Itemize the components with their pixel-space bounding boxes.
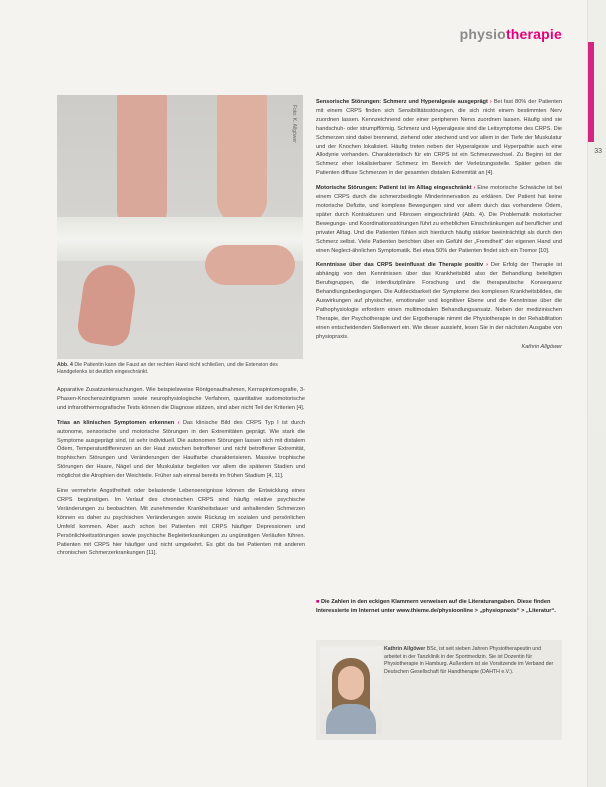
photo-right-arm	[217, 95, 267, 225]
portrait-face	[338, 666, 364, 700]
paragraph-text: Eine motorische Schwäche ist bei einem CRPS durch die schmerzbedingte Minderinnervation zu erklären. Der Patient hat keine motorische Defizite, und komplexe Bewegungen sind vor allem durch das vorhandene Ödem, später durch Kontrakturen und Fibrosen eingeschränkt (Abb. 4). Die Problematik motorischer Bewegungs- und Koordinationsstörungen führt zu erheblichen Einschränkungen auf beruflicher und privater Alltag. Und die Patienten fühlen sich hierdurch häufig stärker beeinträchtigt als durch den Schmerz selbst. Viele Patienten berichten über ein Gefühl der „Fremdheit“ der eigenen Hand und einen Neglect-ähnlichen Symptomatik. Bei etwa 50% der Patienten findet sich ein Tremor [10].	[316, 185, 562, 254]
paragraph: Eine vermehrte Angstfreiheit oder belastende Lebensereignisse können die Entwicklung eines CRPS begünstigen. Im Verlauf des chronischen CRPS sind häufig relative psychische Veränderungen zu beobachten. Mit zunehmender Krankheitsdauer und anhaltenden Schmerzen können es daher zu psychischen Veränderungen sowie Rückzug im sozialen und persönlichen Umfeld kommen. Aber auch schon bei Patienten mit CRPS häufiger Depressionen und Persönlichkeitsstörungen sowie psychische Begleiterkrankungen zu ungünstigen Verläufen führen. Patienten mit CRPS hier häufiger und nicht umgekehrt. Es gibt da bei Patienten mit anderen chronischen Schmerzerkrankungen [11].	[57, 488, 305, 557]
author-bio	[384, 646, 556, 676]
author-bio-text: BSc, ist seit sieben Jahren Physiotherapeutin und arbeitet in der Tanzklinik in der Sportmedizin. Sie ist Dozentin für Physiotherapie in Hamburg. Außerdem ist sie Vorsitzende im Verband der Deutschen Gesellschaft für Handtherapie (DAHTH e.V.).	[384, 646, 554, 675]
right-column	[316, 98, 562, 357]
section-heading: Trias an klinischen Symptomen erkennen	[57, 419, 175, 426]
left-column	[57, 386, 305, 564]
photo-right-hand	[205, 245, 295, 285]
page-edge-accent	[588, 42, 594, 142]
header-logo	[460, 26, 562, 42]
section-heading: Kenntnisse über das CRPS beeinflusst die Therapie positiv	[316, 262, 484, 269]
page-number: 33	[594, 148, 602, 155]
author-name: Kathrin Allgöwer	[384, 646, 426, 652]
author-box	[316, 640, 562, 740]
arrow-icon: ›	[489, 99, 492, 105]
portrait-body	[326, 704, 376, 734]
section-heading: Motorische Störungen: Patient ist im Alltag eingeschränkt	[316, 185, 472, 192]
info-bullet-icon: ■	[316, 599, 320, 605]
logo-part-therapie: therapie	[505, 26, 562, 42]
literature-note-text: Die Zahlen in den eckigen Klammern verweisen auf die Literaturangaben. Diese finden Interessierte im Internet unter www.thieme.de/physioonline > „physiopraxis“ > „Literatur“.	[316, 599, 556, 614]
author-portrait	[320, 646, 382, 734]
caption-text: Die Patientin kann die Faust an der rechten Hand nicht schließen, und die Extension des Handgelenks ist deutlich eingeschränkt.	[57, 362, 278, 375]
figure-photo	[57, 95, 303, 359]
paragraph: Apparative Zusatzuntersuchungen. Wie beispielsweise Röntgenaufnahmen, Kernspintomografie, 3-Phasen-Knochenszintigramm sowie neurophysiologische Verfahren, quantitative sudomotorische und infrarotthermografische Tests können die Diagnose stützen, sind aber nicht Teil der Kriterien [4].	[57, 387, 305, 411]
logo-part-physio: physio	[459, 26, 506, 42]
paragraph-with-heading	[57, 419, 305, 481]
arrow-icon: ›	[473, 185, 476, 192]
section-heading: Sensorische Störungen: Schmerz und Hyperalgesie ausgeprägt	[316, 99, 488, 105]
paragraph-with-heading	[316, 184, 562, 255]
caption-label: Abb. 4	[57, 362, 73, 368]
paragraph-with-heading	[316, 98, 562, 178]
photo-credit: Foto: K. Allgöwer	[291, 105, 297, 143]
author-signature: Kathrin Allgöwer	[521, 343, 562, 350]
paragraph-text: Das klinische Bild des CRPS Typ I ist durch autonome, sensorische und motorische Störungen in den Extremitäten geprägt. Wie stark die Symptome ausgeprägt sind, ist sehr individuell. Die autonomen Störungen lassen sich mit distalem Ödem, Temperaturdifferenzen an der Haut zwischen betroffener und nicht betroffener Extremität, trophischen Störungen und Veränderungen der Hautfarbe charakterisieren. Massive trophische Störungen der Haare, Nägel und der Muskulatur begleiten vor allem die späteren Stadien und möglichst die Atrophien der Weichteile. Früher sah einmal bereits im frühen Stadium [4, 11].	[57, 419, 305, 480]
photo-left-arm	[117, 95, 167, 235]
paragraph-with-heading	[316, 261, 562, 341]
figure-caption	[57, 362, 305, 376]
arrow-icon: ›	[486, 262, 488, 269]
literature-note	[316, 598, 562, 615]
paragraph-text: Bei fast 80% der Patienten mit einem CRPS finden sich Sensibilitätsstörungen, die sich nicht einem bestimmten Nerv zuordnen lassen. Kennzeichnend oder einer peripheren Nervs zuordnen lassen. Häufig sind sie handschuh- oder strumpfförmig. Schmerz und Hyperalgesie sind die Leitsymptome des CRPS. Die Schmerzen sind dabei brennend, ziehend oder stechend und vor allem in der Tiefe der Muskulatur und der Knochen lokalisiert. Häufig treten neben der Hyperalgesie und Hyperpathie auch eine Allodynie vorhanden. Charakteristisch für ein CRPS ist ein Schmerzwechsel. Zu Beginn ist der Schmerz eher lokalisierbarer Schmerz im Bereich der Verletzungsstelle. Später geben die Patienten diffuse Schmerzen in der gesamten distalen Extremität an [4].	[316, 99, 562, 177]
arrow-icon: ›	[177, 419, 180, 426]
photo-left-hand	[76, 262, 139, 348]
paragraph-text: Der Erfolg der Therapie ist abhängig von den Kenntnissen über das Krankheitsbild also der Behandlung beteiligten Berufsgruppen, die interdisziplinäre Forschung und die therapeutische Konsequenz Behandlungsbedingungen. Die Aufdeckbarkeit der Symptome des komplexen Krankheitsbildes, die Auswirkungen auf physischer, emotionaler und kognitiver Ebene und die Kenntnisse über die Pathophysiologie erfordern einen multimodalen Behandlungsansatz. Neben der medizinischen Therapie, der Psychotherapie und der Ergotherapie nimmt die Physiotherapie in der Rehabilitation einen entscheidenden Stellenwert ein. Wie dieser aussieht, lesen Sie in der nächsten Ausgabe von physiopraxis.	[316, 262, 563, 340]
